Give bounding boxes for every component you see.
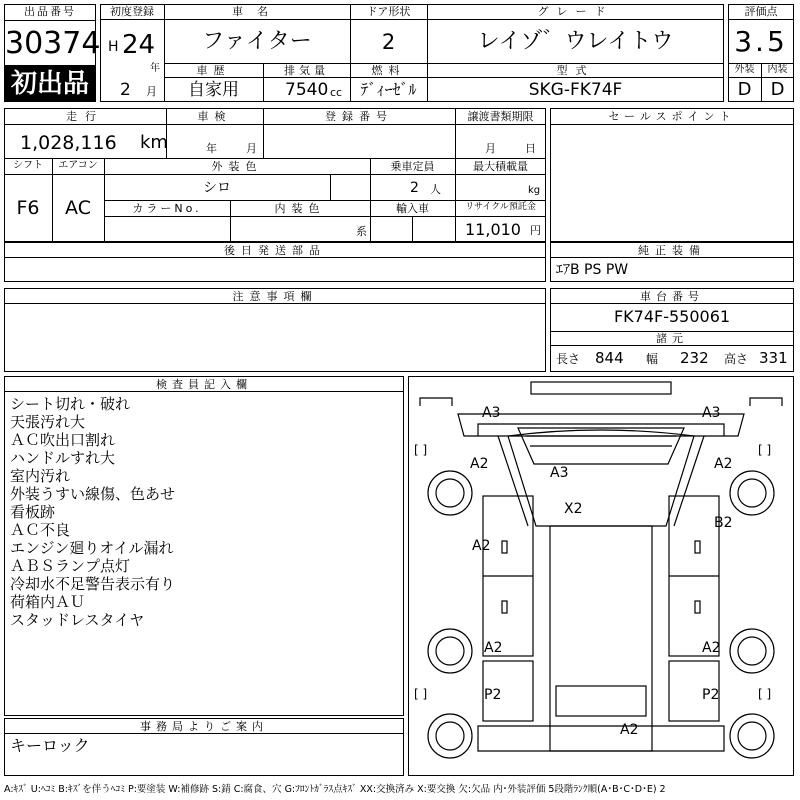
interior-score: D: [770, 79, 785, 100]
mark-bottom-left: P2: [484, 687, 502, 703]
lot-box: [4, 4, 101, 66]
car-name: ファイター: [202, 29, 312, 54]
bracket-left-top: [ ]: [414, 443, 428, 457]
mark-rear: A2: [620, 722, 639, 738]
model-label: 型式: [556, 64, 595, 77]
inspector-list: [10, 395, 400, 629]
import-label: 輸入車: [396, 202, 429, 215]
color-label: 外装色: [211, 160, 263, 173]
ac: AC: [65, 197, 91, 219]
bracket-right-top: [ ]: [758, 443, 772, 457]
width: 232: [680, 349, 709, 367]
inspector-item: 看板跡: [10, 503, 56, 521]
length: 844: [595, 349, 624, 367]
recycle-unit: 円: [530, 224, 541, 237]
inspection-label: 車検: [197, 110, 232, 123]
interior-color-label: 内装色: [274, 202, 326, 215]
mark-front-right: A3: [702, 405, 721, 421]
grade-label: グレード: [537, 5, 614, 18]
lot-number: 30374: [5, 26, 101, 61]
displacement-label: 排気量: [284, 64, 329, 77]
office-text: キーロック: [10, 736, 90, 755]
first-listing-badge: 初出品: [4, 66, 96, 102]
mark-rear-left: A2: [484, 640, 503, 656]
payload-unit: kg: [528, 185, 541, 196]
model: SKG-FK74F: [528, 80, 623, 100]
inspector-item: ＡＣ不良: [10, 521, 71, 539]
capacity: 2: [410, 180, 419, 196]
later-parts-label: 後日発送部品: [224, 244, 326, 257]
color-no-label: カラーNo.: [132, 202, 202, 215]
reg-year: 24: [122, 30, 156, 60]
bracket-left-bottom: [ ]: [414, 687, 428, 701]
height: 331: [759, 349, 788, 367]
transfer-label: 譲渡書類期限: [467, 110, 534, 123]
mark-door-left: A2: [472, 538, 491, 554]
sales-point-box: [550, 108, 794, 242]
fuel: ﾃﾞｨｰｾﾞﾙ: [360, 80, 417, 99]
inspector-item: 天張汚れ大: [10, 413, 86, 431]
inspector-item: シート切れ・破れ: [10, 395, 131, 413]
first-reg-label: 初度登録: [110, 5, 154, 18]
inspector-item: 荷箱内ＡＵ: [10, 593, 86, 611]
interior-label: 内装: [767, 64, 788, 75]
mark-rear-right: A2: [702, 640, 721, 656]
capacity-label: 乗車定員: [390, 160, 435, 173]
recycle-label: リサイクル預託金: [465, 202, 536, 212]
notes-label: 注意事項欄: [232, 290, 318, 303]
mark-fender-right: A2: [714, 456, 733, 472]
equipment-label: 純正装備: [638, 244, 706, 257]
truck-diagram: [408, 376, 794, 776]
sales-point-label: セールスポイント: [608, 110, 736, 123]
capacity-unit: 人: [430, 183, 441, 196]
exterior-label: 外装: [734, 64, 755, 75]
inspector-item: ＡＢＳランプ点灯: [10, 557, 131, 575]
cc-unit: cc: [330, 86, 343, 99]
inspector-item: 室内汚れ: [10, 467, 71, 485]
equipment: ｴｱB PS PW: [556, 262, 629, 278]
reg-month: 2: [120, 80, 131, 100]
shift-label: シフト: [13, 160, 43, 171]
transfer-day: 日: [525, 142, 536, 155]
score: 3.5: [734, 25, 788, 58]
inspector-item: ハンドルすれ大: [10, 449, 116, 467]
legend: A:ｷｽﾞ U:ﾍｺﾐ B:ｷｽﾞを伴うﾍｺﾐ P:要塗装 W:補修跡 S:錆 C:腐食、穴 G:ﾌﾛﾝﾄｶﾞﾗｽ点ｷｽﾞ XX:交換済み X:要交換 欠:欠品 内･外装評価 5段階ﾗﾝｸ順(A･B･C･D･E) 2: [4, 784, 666, 795]
inspection-month: 月: [246, 142, 257, 155]
lot-label: 出品番号: [5, 5, 95, 21]
year-unit: 年: [150, 63, 160, 74]
history-label: 車歴: [196, 64, 231, 77]
bracket-right-bottom: [ ]: [758, 687, 772, 701]
inspector-item: スタッドレスタイヤ: [10, 611, 145, 629]
mark-windshield: A3: [550, 465, 569, 481]
fuel-label: 燃料: [371, 64, 406, 77]
mileage-label: 走行: [66, 110, 104, 123]
plate-label: 登録番号: [325, 110, 393, 123]
payload-label: 最大積載量: [473, 160, 528, 173]
office-label: 事務局よりご案内: [140, 720, 268, 733]
inspector-item: エンジン廻りオイル漏れ: [10, 539, 174, 557]
recycle: 11,010: [465, 220, 521, 239]
inspector-item: 冷却水不足警告表示有り: [10, 575, 176, 593]
interior-color-unit: 系: [356, 225, 367, 238]
doors: 2: [381, 30, 396, 54]
grade: レイゾ゛ウレイトウ: [477, 29, 674, 54]
month-unit: 月: [146, 85, 157, 98]
mileage: 1,028,116: [20, 132, 117, 154]
inspector-label: 検査員記入欄: [156, 378, 252, 391]
mileage-unit: km: [140, 132, 168, 153]
chassis-number: FK74F-550061: [613, 307, 731, 326]
displacement: 7540: [285, 80, 329, 100]
exterior-score: D: [737, 79, 752, 100]
chassis-label: 車台番号: [640, 290, 704, 303]
inspector-item: 外装うすい線傷、色あせ: [10, 485, 176, 503]
car-name-label: 車名: [232, 5, 282, 18]
door-label: ドア形状: [366, 5, 411, 18]
shift: F6: [16, 197, 40, 219]
transfer-month: 月: [485, 142, 496, 155]
height-label: 高さ: [724, 352, 749, 366]
mark-door-right: B2: [714, 515, 733, 531]
mark-roof: X2: [564, 501, 583, 517]
mark-front-left: A3: [482, 405, 501, 421]
inspector-item: ＡＣ吹出口割れ: [10, 431, 116, 449]
ac-label: エアコン: [58, 160, 98, 171]
mark-fender-left: A2: [470, 456, 489, 472]
era: H: [108, 39, 119, 55]
mark-bottom-right: P2: [702, 687, 720, 703]
inspection-year: 年: [206, 142, 217, 155]
history: 自家用: [188, 80, 239, 100]
dims-label: 諸元: [656, 332, 688, 345]
body-color: シロ: [203, 180, 231, 196]
score-label: 評価点: [744, 5, 778, 18]
width-label: 幅: [646, 352, 659, 366]
length-label: 長さ: [556, 352, 581, 366]
